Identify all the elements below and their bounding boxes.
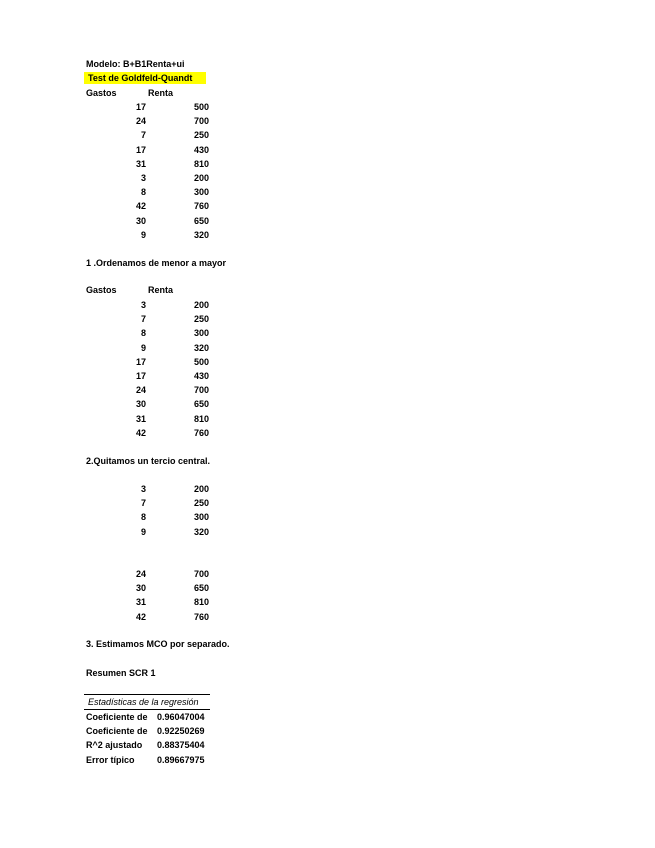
stat-label: R^2 ajustado [86,740,143,751]
renta-cell: 760 [193,201,209,212]
gastos-cell: 8 [140,328,146,339]
stat-value: 0.89667975 [157,754,205,765]
gastos-cell: 30 [135,583,146,594]
renta-cell: 650 [193,583,209,594]
gastos-cell: 17 [135,356,146,367]
gastos-cell: 17 [135,144,146,155]
stat-value: 0.92250269 [157,726,205,737]
gastos-cell: 31 [135,597,146,608]
stats-top-rule [84,694,210,695]
header-renta-2: Renta [148,285,174,295]
stat-label: Coeficiente de [86,726,148,737]
stat-value: 0.96047004 [157,712,205,722]
renta-cell: 700 [193,569,209,579]
renta-cell: 700 [193,116,209,127]
stats-header: Estadísticas de la regresión [88,697,199,707]
renta-cell: 300 [193,328,209,339]
gastos-cell: 17 [135,371,146,381]
gastos-cell: 9 [140,229,146,240]
gastos-cell: 8 [140,512,146,523]
gastos-cell: 24 [135,116,146,127]
renta-cell: 650 [193,215,209,226]
gastos-cell: 24 [135,569,146,579]
gastos-cell: 7 [140,498,146,509]
renta-cell: 760 [193,427,209,438]
stats-header-rule [84,709,210,710]
summary-title: Resumen SCR 1 [86,668,156,678]
stat-value: 0.88375404 [157,740,205,751]
renta-cell: 500 [193,102,209,112]
renta-cell: 320 [193,526,209,537]
renta-cell: 300 [193,512,209,523]
renta-cell: 810 [193,158,209,169]
header-gastos-2: Gastos [86,285,117,295]
step-1-text: 1 .Ordenamos de menor a mayor [86,258,227,268]
gastos-cell: 8 [140,187,146,198]
test-title: Test de Goldfeld-Quandt [84,72,206,84]
gastos-cell: 9 [140,342,146,353]
gastos-cell: 24 [135,385,146,396]
gastos-cell: 42 [135,611,146,622]
renta-cell: 300 [193,187,209,198]
renta-cell: 200 [193,173,209,183]
gastos-cell: 31 [135,413,146,424]
header-renta-1: Renta [148,88,174,98]
renta-cell: 250 [193,130,209,141]
renta-cell: 700 [193,385,209,396]
renta-cell: 250 [193,498,209,509]
step-2-text: 2.Quitamos un tercio central. [86,456,211,466]
header-gastos-1: Gastos [86,88,117,98]
renta-cell: 810 [193,597,209,608]
gastos-cell: 30 [135,215,146,226]
renta-cell: 650 [193,399,209,410]
gastos-cell: 30 [135,399,146,410]
renta-cell: 320 [193,342,209,353]
gastos-cell: 9 [140,526,146,537]
renta-cell: 200 [193,300,209,310]
gastos-cell: 31 [135,158,146,169]
renta-cell: 760 [193,611,209,622]
stat-label: Error típico [86,754,135,765]
gastos-cell: 7 [140,130,146,141]
stat-label: Coeficiente de [86,712,148,722]
renta-cell: 430 [193,371,209,381]
gastos-cell: 3 [140,173,146,183]
renta-cell: 430 [193,144,209,155]
gastos-cell: 42 [135,201,146,212]
renta-cell: 500 [193,356,209,367]
gastos-cell: 42 [135,427,146,438]
gastos-cell: 3 [140,300,146,310]
gastos-cell: 17 [135,102,146,112]
step-3-text: 3. Estimamos MCO por separado. [86,639,230,649]
renta-cell: 320 [193,229,209,240]
gastos-cell: 3 [140,484,146,494]
model-label: Modelo: B+B1Renta+ui [86,59,185,69]
gastos-cell: 7 [140,314,146,325]
renta-cell: 250 [193,314,209,325]
renta-cell: 200 [193,484,209,494]
renta-cell: 810 [193,413,209,424]
